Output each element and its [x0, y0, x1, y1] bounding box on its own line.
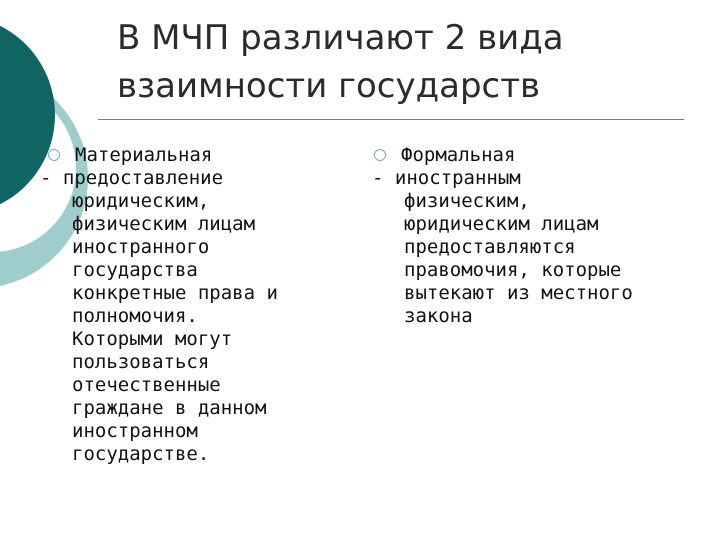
material-line: государства [72, 259, 198, 281]
material-heading: Материальная [75, 144, 213, 166]
material-heading-row [40, 144, 340, 167]
formal-line: закона [404, 305, 473, 327]
hollow-circle-bullet-icon [48, 149, 60, 161]
material-first-line: - предоставление [40, 167, 224, 189]
material-reciprocity-column [40, 144, 340, 466]
material-line: государстве. [72, 443, 210, 465]
material-line: Которыми могут [72, 328, 233, 350]
formal-line: юридическим лицам [404, 213, 599, 235]
material-line: пользоваться [72, 351, 210, 373]
formal-line: предоставляются [404, 236, 576, 258]
formal-reciprocity-column [372, 144, 692, 328]
material-line: граждане в данном [72, 397, 267, 419]
material-line: иностранного [72, 236, 210, 258]
formal-body [372, 190, 692, 328]
material-line: конкретные права и [72, 282, 278, 304]
material-line: физическим лицам [72, 213, 256, 235]
hollow-circle-bullet-icon [374, 149, 386, 161]
formal-line: физическим, [404, 190, 530, 212]
slide-title [117, 14, 697, 110]
title-line-2: взаимности государств [117, 66, 541, 106]
formal-heading-row [372, 144, 692, 167]
material-line: юридическим, [72, 190, 210, 212]
formal-first-line: - иностранным [372, 167, 521, 189]
material-line: полномочия. [72, 305, 198, 327]
material-line: иностранном [72, 420, 198, 442]
material-body [40, 190, 340, 466]
formal-line: правомочия, которые [404, 259, 622, 281]
title-line-1: В МЧП различают 2 вида [117, 18, 564, 58]
formal-heading: Формальная [401, 144, 516, 166]
material-line: отечественные [72, 374, 221, 396]
title-divider [98, 119, 684, 120]
formal-line: вытекают из местного [404, 282, 633, 304]
